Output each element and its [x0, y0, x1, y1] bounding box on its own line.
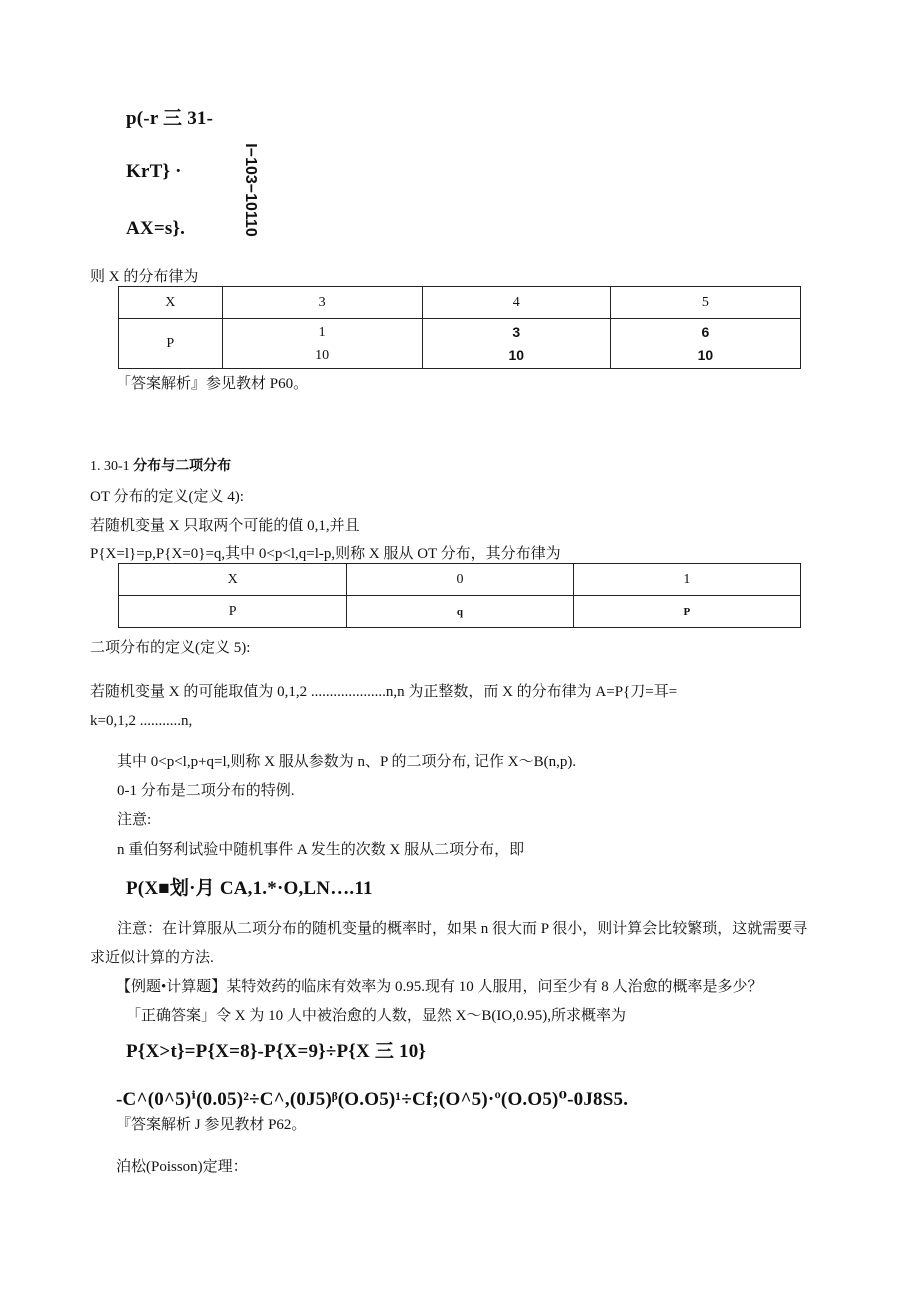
table1-prob-3 — [222, 319, 422, 369]
probability-formula: P{X>t}=P{X=8}-P{X=9}÷P{X 三 10} — [126, 1041, 427, 1062]
table2-p-label: P — [119, 596, 347, 628]
fraction-denominator: 10 — [508, 346, 525, 363]
answer-reference-2: 『答案解析 J 参见教材 P62。 — [116, 1117, 307, 1133]
table1-prob-5 — [610, 319, 800, 369]
definition-5-title: 二项分布的定义(定义 5): — [90, 640, 251, 656]
table1-header-x: X — [119, 287, 223, 319]
table1-header-5: 5 — [610, 287, 800, 319]
answer-reference-1: 「答案解析』参见教材 P60。 — [116, 376, 309, 392]
table2-header-x: X — [119, 564, 347, 596]
special-case-note: 0-1 分布是二项分布的特例. — [117, 783, 295, 799]
example-question: 【例题•计算题】某特效药的临床有效率为 0.95.现有 10 人服用，问至少有 8 人治愈的概率是多少？ — [116, 979, 763, 995]
definition-5-body: 若随机变量 X 的可能取值为 0,1,2 ....................n,n 为正整数，而 X 的分布律为 A=P{刀=耳= — [90, 684, 678, 700]
probability-calculation: -C^(0^5)ⁱ(0.05)²÷C^,(0J5)ᵝ(O.O5)¹÷Cf;(O^5)·º(O.O5)⁰-0J8S5. — [116, 1089, 629, 1110]
table2-header-0: 0 — [347, 564, 573, 596]
fraction-denominator: 10 — [315, 347, 330, 363]
section-title — [90, 455, 231, 475]
correct-answer-text: 「正确答案」令 X 为 10 人中被治愈的人数，显然 X～B(IO,0.95),所求概率为 — [126, 1008, 626, 1024]
formula-line-1: p(-r 三 31- — [126, 108, 214, 129]
section-number: 1. 30-1 — [90, 459, 134, 474]
definition-4-title: OT 分布的定义(定义 4): — [90, 489, 244, 505]
distribution-table-2 — [118, 563, 801, 628]
section-title-text: 分布与二项分布 — [133, 459, 232, 474]
rotated-formula-text: I−103−10110 — [242, 143, 259, 237]
table1-prob-4 — [422, 319, 610, 369]
table2-header-1: 1 — [573, 564, 800, 596]
table1-header-3: 3 — [222, 287, 422, 319]
fraction-numerator: 1 — [318, 324, 326, 340]
formula-line-3: AX=s}. — [126, 218, 186, 239]
note-body: n 重伯努利试验中随机事件 A 发生的次数 X 服从二项分布，即 — [117, 842, 525, 858]
poisson-theorem-heading: 泊松(Poisson)定理： — [116, 1159, 248, 1175]
note-2-line-1: 注意：在计算服从二项分布的随机变量的概率时，如果 n 很大而 P 很小，则计算会比较繁琐，这就需要寻 — [117, 921, 808, 937]
definition-4-body: 若随机变量 X 只取两个可能的值 0,1,并且 — [90, 518, 360, 534]
definition-5-condition: 其中 0<p<l,p+q=l,则称 X 服从参数为 n、P 的二项分布, 记作 X～B(n,p). — [117, 754, 577, 770]
distribution-table-1 — [118, 286, 801, 369]
table1-header-4: 4 — [422, 287, 610, 319]
note-label: 注意: — [117, 812, 152, 828]
definition-4-formula: P{X=l}=p,P{X=0}=q,其中 0<p<l,q=l-p,则称 X 服从 OT 分布，其分布律为 — [90, 546, 561, 562]
table1-p-label: P — [119, 319, 223, 369]
binomial-formula: P(X■划·月 CA,1.*·O,LN….11 — [126, 878, 373, 899]
fraction-numerator: 3 — [512, 323, 521, 340]
table2-value-p: P — [573, 596, 800, 628]
note-2-line-2: 求近似计算的方法. — [90, 950, 214, 966]
table2-value-q: q — [347, 596, 573, 628]
distribution-intro: 则 X 的分布律为 — [90, 269, 199, 285]
definition-5-k: k=0,1,2 ...........n, — [90, 713, 193, 729]
formula-line-2: KrT} · — [126, 161, 182, 182]
fraction-denominator: 10 — [697, 346, 714, 363]
fraction-numerator: 6 — [701, 323, 710, 340]
